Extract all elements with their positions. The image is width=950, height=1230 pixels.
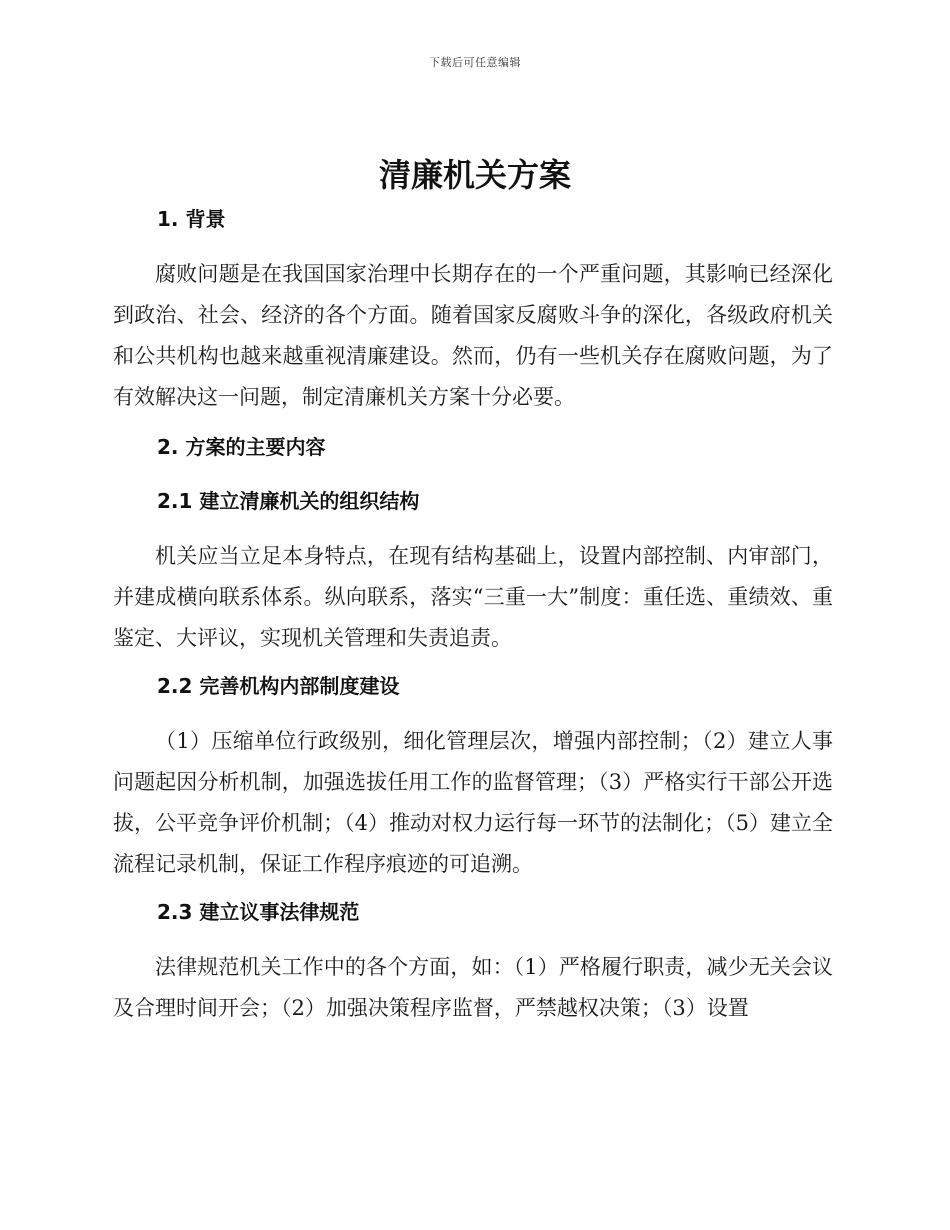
section-heading-main-content: 2. 方案的主要内容 xyxy=(157,435,326,459)
section-heading-background: 1. 背景 xyxy=(157,207,226,231)
document-title: 清廉机关方案 xyxy=(378,156,571,194)
section-heading-organization: 2.1 建立清廉机关的组织结构 xyxy=(157,489,420,513)
document-body xyxy=(113,204,833,1029)
section-paragraph-background: 腐败问题是在我国国家治理中长期存在的一个严重问题，其影响已经深化到政治、社会、经济的各个方面。随着国家反腐败斗争的深化，各级政府机关和公共机构也越来越重视清廉建设。然而，仍有一些机关存在腐败问题，为了有效解决这一问题，制定清廉机关方案十分必要。 xyxy=(113,262,833,409)
page-header-note: 下载后可任意编辑 xyxy=(429,56,521,69)
section-paragraph-legal-norms: 法律规范机关工作中的各个方面，如：（1）严格履行职责，减少无关会议及合理时间开会；（2）加强决策程序监督，严禁越权决策；（3）设置 xyxy=(113,955,833,1020)
section-heading-legal-norms: 2.3 建立议事法律规范 xyxy=(157,900,360,924)
section-heading-internal-system: 2.2 完善机构内部制度建设 xyxy=(157,674,400,698)
section-paragraph-internal-system: （1）压缩单位行政级别，细化管理层次，增强内部控制；（2）建立人事问题起因分析机制，加强选拔任用工作的监督管理；（3）严格实行干部公开选拔，公平竞争评价机制；（4）推动对权力运行每一环节的法制化；（5）建立全流程记录机制，保证工作程序痕迹的可追溯。 xyxy=(113,729,833,876)
section-paragraph-organization: 机关应当立足本身特点，在现有结构基础上，设置内部控制、内审部门，并建成横向联系体系。纵向联系，落实“三重一大”制度：重任选、重绩效、重鉴定、大评议，实现机关管理和失责追责。 xyxy=(113,544,833,650)
